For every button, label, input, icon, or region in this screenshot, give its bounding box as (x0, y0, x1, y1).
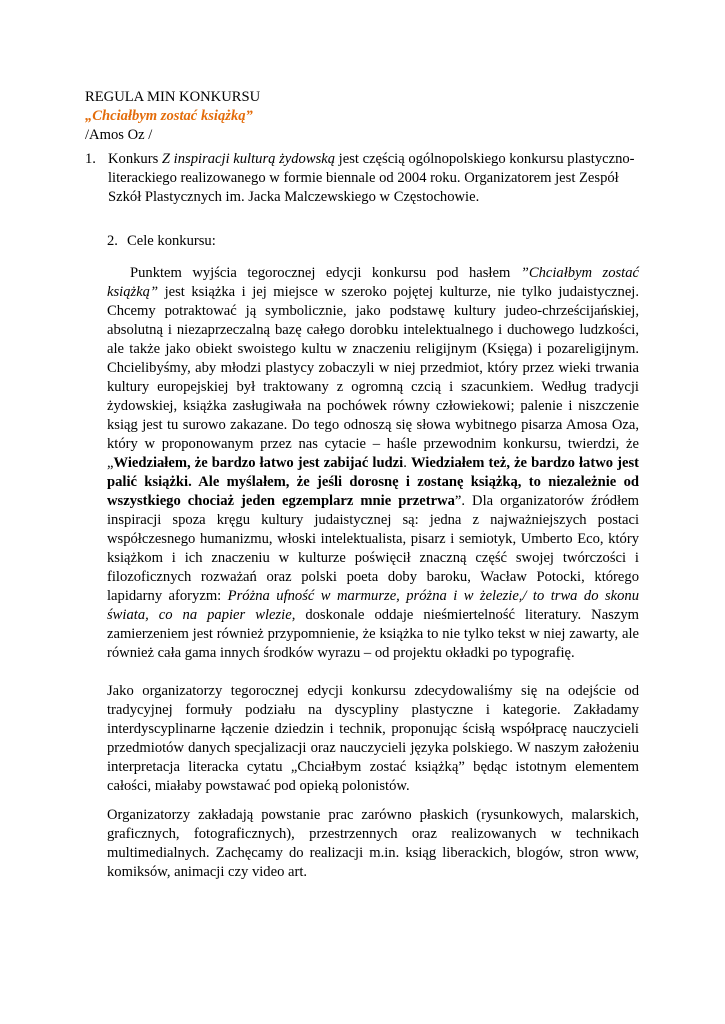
section-2-title: Cele konkursu: (127, 233, 216, 249)
section-1-text-italic: Z inspiracji kulturą żydowską (161, 151, 336, 167)
section-2-heading (107, 232, 216, 251)
p3-text: Organizatorzy zakładają powstanie prac zarówno płaskich (rysunkowych, malarskich, graficznych, fotograficznych), przestrzennych oraz realizowanych w technikach multimedialnych. Zachęcamy do realizacji m.in. ksiąg liberackich, blogów, stron www, komiksów, animacji czy video art. (107, 807, 639, 880)
competition-motto: „Chciałbym zostać książką” (85, 108, 253, 124)
p1-aphorism: Próżna ufność w marmurze, próżna i w żelezie,/ to trwa do skonu świata, co na papier wlezie, (107, 588, 639, 623)
p1-text-d: ”. Dla organizatorów źródłem inspiracji spoza kręgu kultury judaistycznej są: jedna z najważniejszych postaci współczesnego humanizmu, włoski intelektualista, pisarz i semiotyk, Umberto Eco, który książkom i ich znaczeniu w kulturze poświęcił znaczną część swojej twórczości i filozoficznych rozważań oraz polski poeta doby baroku, Wacław Potocki, którego lapidarny aforyzm: (107, 493, 639, 604)
paragraph-works (107, 806, 639, 882)
p1-text-c: . (403, 455, 411, 471)
section-1 (85, 150, 641, 207)
section-1-number: 1. (85, 151, 96, 167)
section-2-number: 2. (107, 233, 118, 249)
paragraph-interdisciplinary (107, 682, 639, 796)
motto-author: /Amos Oz / (85, 127, 153, 143)
section-1-text-b: jest częścią ogólnopolskiego konkursu plastyczno-literackiego realizowanego w formie biennale od 2004 roku. Organizatorem jest Zespół Szkół Plastycznych im. Jacka Malczewskiego w Częstochowie. (108, 151, 635, 205)
p2-text: Jako organizatorzy tegorocznej edycji konkursu zdecydowaliśmy się na odejście od tradycyjnej formuły podziału na dyscypliny plastyczne i kategorie. Zakładamy interdyscyplinarne łączenie dziedzin i technik, proponując ścisłą współpracę nauczycieli przedmiotów danych specjalizacji oraz nauczycieli języka polskiego. W naszym założeniu interpretacja literacka cytatu „Chciałbym zostać książką” będąc istotnym elementem całości, miałaby powstawać pod opieką polonistów. (107, 683, 639, 794)
p1-text-e: doskonale oddaje nieśmiertelność literatury. Naszym zamierzeniem jest również przypomnienie, że książka to nie tylko tekst w niej zawarty, ale również cała gama innych środków wyrazu – od projektu okładki po typografię. (107, 607, 639, 661)
document-header (85, 88, 645, 145)
section-1-text-a: Konkurs (108, 151, 162, 167)
p1-quote-1: Wiedziałem, że bardzo łatwo jest zabijać ludzi (113, 455, 404, 471)
p1-motto: ”Chciałbym zostać książką” (107, 265, 640, 300)
section-1-text (108, 150, 641, 207)
regulation-title: REGULA MIN KONKURSU (85, 89, 261, 105)
p1-text-b: jest książka i jej miejsce w szeroko pojętej kulturze, nie tylko judaistycznej. Chcemy potraktować ją symbolicznie, jako podstawę kultury judeo-chrześcijańskiej, absolutną i niezaprzeczalną bazę całego dorobku intelektualnego i duchowego ludzkości, ale także jako obiekt swoistego kultu w znaczeniu religijnym (Księga) i pozareligijnym. Chcielibyśmy, aby młodzi plastycy zobaczyli w niej przedmiot, który przez wieki trwania kultury europejskiej był traktowany z ogromną czcią i szacunkiem. Według tradycji żydowskiej, książka zasługiwała na pochówek równy człowiekowi; palenie i niszczenie ksiąg jest tu surowo zakazane. Do tego odnoszą się słowa wybitnego pisarza Amosa Oza, który w proponowanym przez nas cytacie – haśle przewodnim konkursu, twierdzi, że „ (107, 284, 639, 471)
p1-quote-2: Wiedziałem też, że bardzo łatwo jest palić książki. Ale myślałem, że jeśli dorosnę i zostanę książką, to niezależnie od wszystkiego chociaż jeden egzemplarz mnie przetrwa (107, 455, 639, 509)
paragraph-goals (107, 264, 639, 663)
p1-text-a: Punktem wyjścia tegorocznej edycji konkursu pod hasłem (130, 265, 521, 281)
